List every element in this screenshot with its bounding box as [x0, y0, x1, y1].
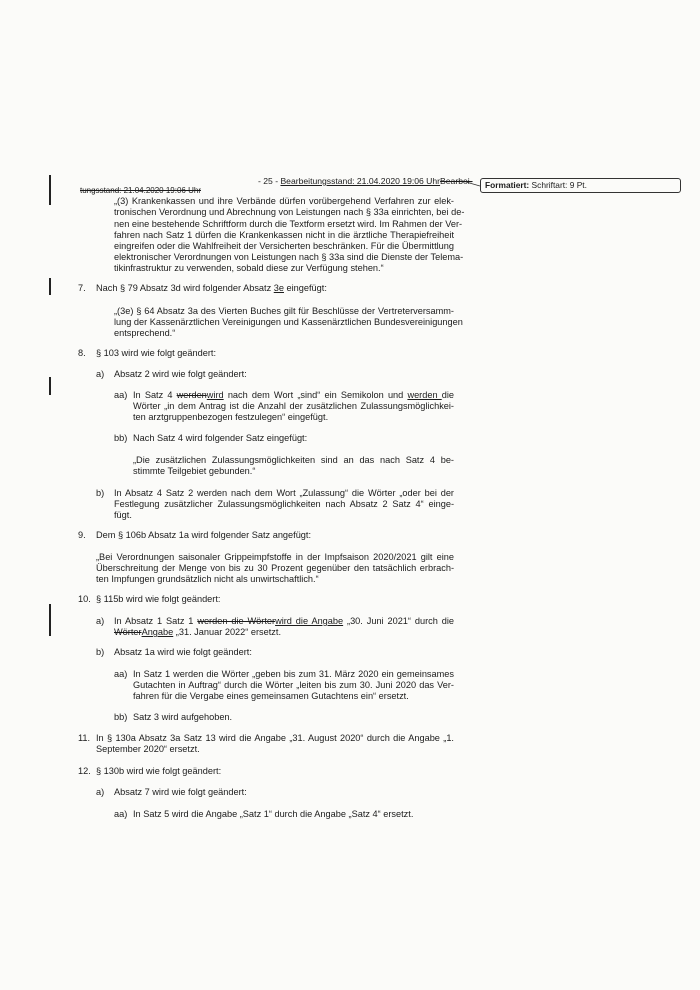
item-10aa-line: Gutachten in Auftrag“ durch die Wörter „leiten bis zum 30. Juni 2020 das Ver-: [133, 680, 454, 690]
item-number: 12.: [78, 766, 91, 776]
item-8a-text: Absatz 2 wird wie folgt geändert:: [114, 369, 247, 379]
inserted-text: 3e: [273, 283, 284, 293]
item-8-text: § 103 wird wie folgt geändert:: [96, 348, 217, 358]
item-12aa-text: In Satz 5 wird die Angabe „Satz 1“ durch die Angabe „Satz 4“ ersetzt.: [133, 809, 414, 819]
quote-line: „Die zusätzlichen Zulassungsmöglichkeiten sind an das nach Satz 4 be-: [133, 455, 454, 465]
item-12a-text: Absatz 7 wird wie folgt geändert:: [114, 787, 247, 797]
sub-label: a): [96, 616, 105, 626]
subsub-label: bb): [114, 433, 128, 443]
quote-line: elektronischer Verordnungen von Leistungen nach § 33a sind die Dienste der Telema-: [114, 252, 464, 262]
item-11-line: In § 130a Absatz 3a Satz 13 wird die Angabe „31. August 2020“ durch die Angabe „1.: [96, 733, 454, 743]
item-10-text: § 115b wird wie folgt geändert:: [96, 594, 221, 604]
quote-line: „(3e) § 64 Absatz 3a des Vierten Buches gilt für Beschlüsse der Vertreterversamm-: [114, 306, 454, 316]
item-10aa-line: fahren für die Vergabe eines gemeinsamen Gutachtens ein“ ersetzt.: [133, 691, 409, 701]
inserted-text: wird die Angabe: [275, 616, 344, 626]
quote-line: „Bei Verordnungen saisonaler Grippeimpfstoffe in der Impfsaison 2020/2021 gilt eine: [96, 552, 454, 562]
quote-line: tronischen Verordnung und Abrechnung von Leistungen nach § 33a einrichten, bei de-: [114, 207, 465, 217]
item-8b-line: In Absatz 4 Satz 2 werden nach dem Wort „Zulassung“ die Wörter „oder bei der: [114, 488, 454, 498]
quote-line: lung der Kassenärztlichen Vereinigungen und Kassenärztlichen Bundesvereinigungen: [114, 317, 463, 327]
deleted-text: werden: [176, 390, 207, 400]
page-number: - 25 -: [258, 176, 279, 186]
deleted-text: Wörter: [114, 627, 142, 637]
item-8aa-line: ten arztgruppenbezogen festzulegen“ eingefügt.: [133, 412, 329, 422]
item-8b-line: fügt.: [114, 510, 132, 520]
header-status-deleted-head: Bearbei-: [440, 176, 473, 186]
quote-line: tikinfrastruktur zu verwenden, sobald diese zur Verfügung stehen.“: [114, 263, 384, 273]
quote-line: Überschreitung der Menge von bis zu 30 Prozent gegenüber den tatsächlich erbrach-: [96, 563, 454, 573]
quote-line: nen eine bestehende Schriftform durch die Textform ersetzt wird. Im Rahmen der Ver-: [114, 219, 463, 229]
quote-line: ten Impfungen grundsätzlich nicht als unwirtschaftlich.“: [96, 574, 319, 584]
item-10b-text: Absatz 1a wird wie folgt geändert:: [114, 647, 252, 657]
sub-label: a): [96, 369, 105, 379]
item-number: 11.: [78, 733, 91, 743]
item-8b-line: Festlegung zusätzlicher Zulassungsmöglichkeiten nach Absatz 2 Satz 4“ einge-: [114, 499, 454, 509]
item-12-text: § 130b wird wie folgt geändert:: [96, 766, 222, 776]
item-8bb-text: Nach Satz 4 wird folgender Satz eingefügt:: [133, 433, 308, 443]
item-7-text: Nach § 79 Absatz 3d wird folgender Absatz 3e eingefügt:: [96, 283, 327, 293]
format-comment-text: [485, 180, 587, 191]
item-number: 9.: [78, 530, 86, 540]
comment-value: Schriftart: 9 Pt.: [531, 180, 587, 190]
quote-line: stimmte Teilgebiet gebunden.“: [133, 466, 256, 476]
item-number: 10.: [78, 594, 91, 604]
quote-line: „(3) Krankenkassen und ihre Verbände dürfen vorübergehend Verfahren zur elek-: [114, 196, 454, 206]
item-9-text: Dem § 106b Absatz 1a wird folgender Satz angefügt:: [96, 530, 312, 540]
subsub-label: bb): [114, 712, 128, 722]
header-status-deleted: Bearbeitungsstand: 21.04.2020 19:06 Uhr: [280, 176, 441, 186]
subsub-label: aa): [114, 809, 128, 819]
item-10bb-text: Satz 3 wird aufgehoben.: [133, 712, 233, 722]
sub-label: a): [96, 787, 105, 797]
item-10a-line: WörterAngabe „31. Januar 2022“ ersetzt.: [114, 627, 282, 637]
inserted-text: Angabe: [141, 627, 174, 637]
item-10aa-line: In Satz 1 werden die Wörter „geben bis zum 31. März 2020 ein gemeinsames: [133, 669, 454, 679]
item-10a-line: In Absatz 1 Satz 1 werden die Wörterwird die Angabe „30. Juni 2021“ durch die: [114, 616, 455, 626]
format-comment-balloon[interactable]: [480, 178, 681, 193]
quote-line: eingreifen oder die Wahlfreiheit der Versicherten beschränken. Für die Übermittlung: [114, 241, 454, 251]
subsub-label: aa): [114, 669, 128, 679]
item-8aa-line: Wörter „in dem Antrag ist die Anzahl der zusätzlichen Zulassungsmöglichkei-: [133, 401, 454, 411]
comment-label: Formatiert:: [485, 180, 530, 190]
item-number: 7.: [78, 283, 86, 293]
deleted-text: werden die Wörter: [197, 616, 276, 626]
inserted-text: werden: [407, 390, 442, 400]
sub-label: b): [96, 488, 105, 498]
item-11-line: September 2020“ ersetzt.: [96, 744, 200, 754]
sub-label: b): [96, 647, 105, 657]
item-number: 8.: [78, 348, 86, 358]
inserted-text: wird: [206, 390, 224, 400]
quote-line: entsprechend.“: [114, 328, 176, 338]
item-8aa-line: In Satz 4 werdenwird nach dem Wort „sind“ ein Semikolon und werden die: [133, 390, 454, 400]
header-status-deleted-wrap: tungsstand: 21.04.2020 19:06 Uhr: [80, 186, 201, 195]
quote-line: fahren nach Satz 1 dürfen die Krankenkassen nicht in die ärztliche Therapiefreiheit: [114, 230, 454, 240]
subsub-label: aa): [114, 390, 128, 400]
